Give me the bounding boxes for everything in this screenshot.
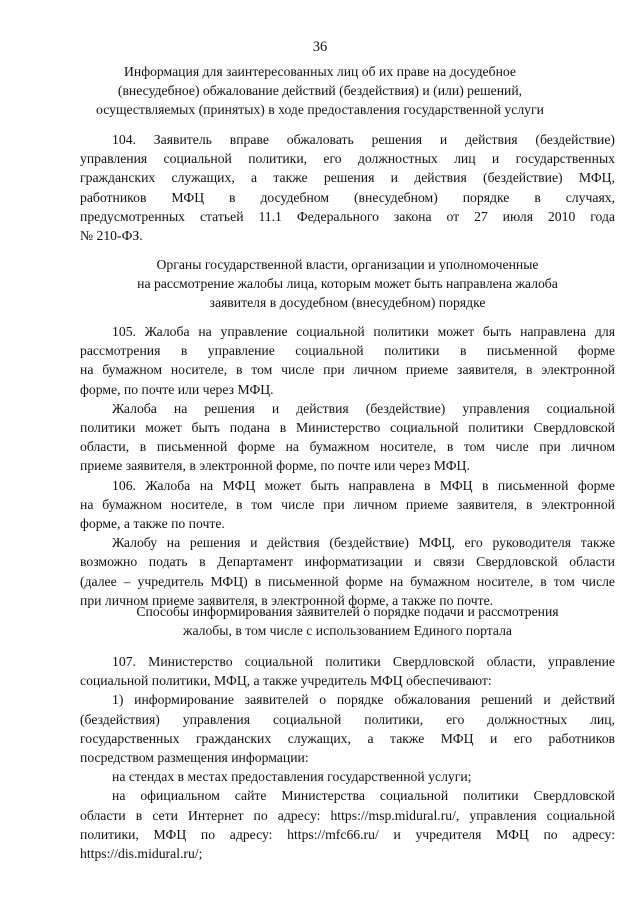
paragraph-104 <box>80 130 615 245</box>
text-line: 1) информирование заявителей о порядке обжалования решений и действий <box>112 692 615 708</box>
heading-line: заявителя в досудебном (внесудебном) порядке <box>209 295 486 311</box>
text-line: политики может быть подана в Министерство социальной политики Свердловской <box>80 420 615 436</box>
paragraph-107 <box>80 652 615 863</box>
heading-line: осуществляемых (принятых) в ходе предоставления государственной услуги <box>96 102 544 118</box>
text-line: на официальном сайте Министерства социальной политики Свердловской <box>112 788 615 804</box>
heading-line: жалобы, в том числе с использованием Единого портала <box>182 623 513 639</box>
text-line: № 210-ФЗ. <box>80 228 143 244</box>
section-heading-complaint-bodies <box>80 255 615 313</box>
text-line: на бумажном носителе, в том числе при личном приеме заявителя, в электронной <box>80 496 615 512</box>
text-line: Жалобу на решения и действия (бездействие) МФЦ, его руководителя также <box>112 535 615 551</box>
heading-line: Способы информирования заявителей о порядке подачи и рассмотрения <box>136 604 559 619</box>
text-line: политики, МФЦ по адресу: https://mfc66.ru/ и учредителя МФЦ по адресу: <box>80 826 615 842</box>
text-line: (бездействия) управления социальной политики, его должностных лиц, <box>80 711 615 727</box>
text-line: предусмотренных статьей 11.1 Федерального закона от 27 июля 2010 года <box>80 208 615 224</box>
text-line: государственных гражданских служащих, а также МФЦ и его работников <box>80 730 615 746</box>
text-line: Жалоба на решения и действия (бездействие) управления социальной <box>112 400 615 416</box>
text-line: области в сети Интернет по адресу: https://msp.midural.ru/, управления социальной <box>80 807 615 823</box>
text-line: 107. Министерство социальной политики Свердловской области, управление <box>112 654 615 669</box>
heading-line: Органы государственной власти, организации и уполномоченные <box>156 257 539 272</box>
text-line: рассмотрения в управление социальной политики в письменной форме <box>80 343 615 359</box>
text-line: возможно подать в Департамент информатизации и связи Свердловской области <box>80 554 615 570</box>
heading-line: Информация для заинтересованных лиц об их праве на досудебное <box>123 64 517 79</box>
text-line: при личном приеме заявителя, в электронной форме, а также по почте. <box>80 592 494 608</box>
text-line: на стендах в местах предоставления государственной услуги; <box>112 769 472 785</box>
text-line: 105. Жалоба на управление социальной политики может быть направлена для <box>112 324 615 339</box>
text-line: 104. Заявитель вправе обжаловать решения и действия (бездействие) <box>112 132 615 147</box>
section-heading-informing-methods <box>80 602 615 640</box>
section-heading-appeal-rights <box>80 62 560 120</box>
text-line: приеме заявителя, в электронной форме, по почте или через МФЦ. <box>80 458 470 474</box>
text-line: посредством размещения информации: <box>80 750 309 766</box>
text-line: 106. Жалоба на МФЦ может быть направлена в МФЦ в письменной форме <box>112 477 615 493</box>
text-line: форме, а также по почте. <box>80 516 225 532</box>
heading-line: (внесудебное) обжалование действий (бездействия) и (или) решений, <box>117 83 523 99</box>
text-line: работников МФЦ в досудебном (внесудебном) порядке в случаях, <box>80 189 615 205</box>
paragraphs-105-106 <box>80 322 615 610</box>
text-line: (далее – учредитель МФЦ) в письменной форме на бумажном носителе, в том числе <box>80 573 615 589</box>
text-line: форме, по почте или через МФЦ. <box>80 381 274 397</box>
text-line: социальной политики, МФЦ, а также учредитель МФЦ обеспечивают: <box>80 673 492 689</box>
text-line: области, в письменной форме на бумажном носителе, в том числе при личном <box>80 439 615 455</box>
text-line: управления социальной политики, его должностных лиц и государственных <box>80 151 615 167</box>
text-line: гражданских служащих, а также решения и действия (бездействие) МФЦ, <box>80 170 615 186</box>
text-line: на бумажном носителе, в том числе при личном приеме заявителя, в электронной <box>80 362 615 378</box>
text-line: https://dis.midural.ru/; <box>80 846 203 862</box>
page-number: 36 <box>312 39 328 55</box>
heading-line: на рассмотрение жалобы лица, которым может быть направлена жалоба <box>137 276 558 292</box>
